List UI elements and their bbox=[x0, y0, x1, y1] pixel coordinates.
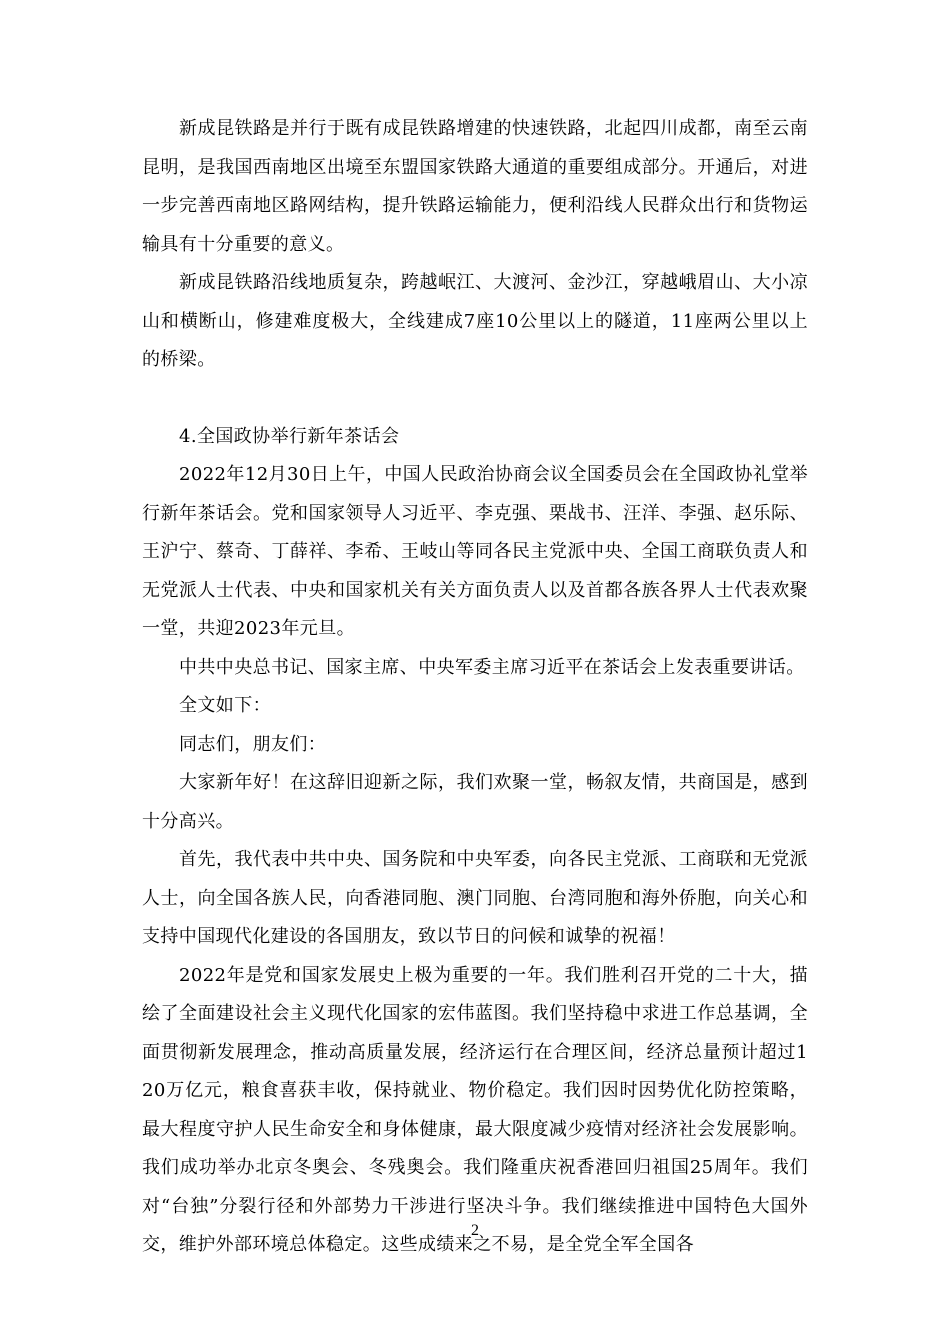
paragraph-speech-note: 中共中央总书记、国家主席、中央军委主席习近平在茶话会上发表重要讲话。 bbox=[179, 656, 805, 678]
paragraph-chengkun-geology: 新成昆铁路沿线地质复杂，跨越岷江、大渡河、金沙江，穿越峨眉山、大小凉山和横断山，修建难度极大，全线建成7座10公里以上的隧道，11座两公里以上的桥梁。 bbox=[142, 272, 808, 370]
paragraph-wishes: 首先，我代表中共中央、国务院和中央军委，向各民主党派、工商联和无党派人士，向全国各族人民，向香港同胞、澳门同胞、台湾同胞和海外侨胞，向关心和支持中国现代化建设的各国朋友，致以节日的问候和诚挚的祝福！ bbox=[142, 849, 808, 947]
section-heading: 4.全国政协举行新年茶话会 bbox=[179, 425, 400, 447]
page-number: 2 bbox=[471, 1222, 479, 1239]
document-body bbox=[142, 110, 808, 1265]
paragraph-2022-review: 2022年是党和国家发展史上极为重要的一年。我们胜利召开党的二十大，描绘了全面建设社会主义现代化国家的宏伟蓝图。我们坚持稳中求进工作总基调，全面贯彻新发展理念，推动高质量发展，经济运行在合理区间，经济总量预计超过120万亿元，粮食喜获丰收，保持就业、物价稳定。我们因时因势优化防控策略，最大程度守护人民生命安全和身体健康，最大限度减少疫情对经济社会发展影响。我们成功举办北京冬奥会、冬残奥会。我们隆重庆祝香港回归祖国25周年。我们对“台独”分裂行径和外部势力干涉进行坚决斗争。我们继续推进中国特色大国外交，维护外部环境总体稳定。这些成绩来之不易，是全党全军全国各 bbox=[142, 964, 808, 1255]
paragraph-full-text-label: 全文如下： bbox=[179, 695, 271, 716]
paragraph-chengkun-overview: 新成昆铁路是并行于既有成昆铁路增建的快速铁路，北起四川成都，南至云南昆明，是我国西南地区出境至东盟国家铁路大通道的重要组成部分。开通后，对进一步完善西南地区路网结构，提升铁路运输能力，便利沿线人民群众出行和货物运输具有十分重要的意义。 bbox=[142, 118, 808, 255]
section-spacer bbox=[142, 380, 808, 418]
paragraph-greeting: 大家新年好！在这辞旧迎新之际，我们欢聚一堂，畅叙友情，共商国是，感到十分高兴。 bbox=[142, 772, 808, 832]
paragraph-tea-party-intro: 2022年12月30日上午，中国人民政治协商会议全国委员会在全国政协礼堂举行新年茶话会。党和国家领导人习近平、李克强、栗战书、汪洋、李强、赵乐际、王沪宁、蔡奇、丁薛祥、李希、王岐山等同各民主党派中央、全国工商联负责人和无党派人士代表、中央和国家机关有关方面负责人以及首都各族各界人士代表欢聚一堂，共迎2023年元旦。 bbox=[142, 464, 808, 639]
paragraph-salutation: 同志们，朋友们： bbox=[179, 733, 327, 755]
